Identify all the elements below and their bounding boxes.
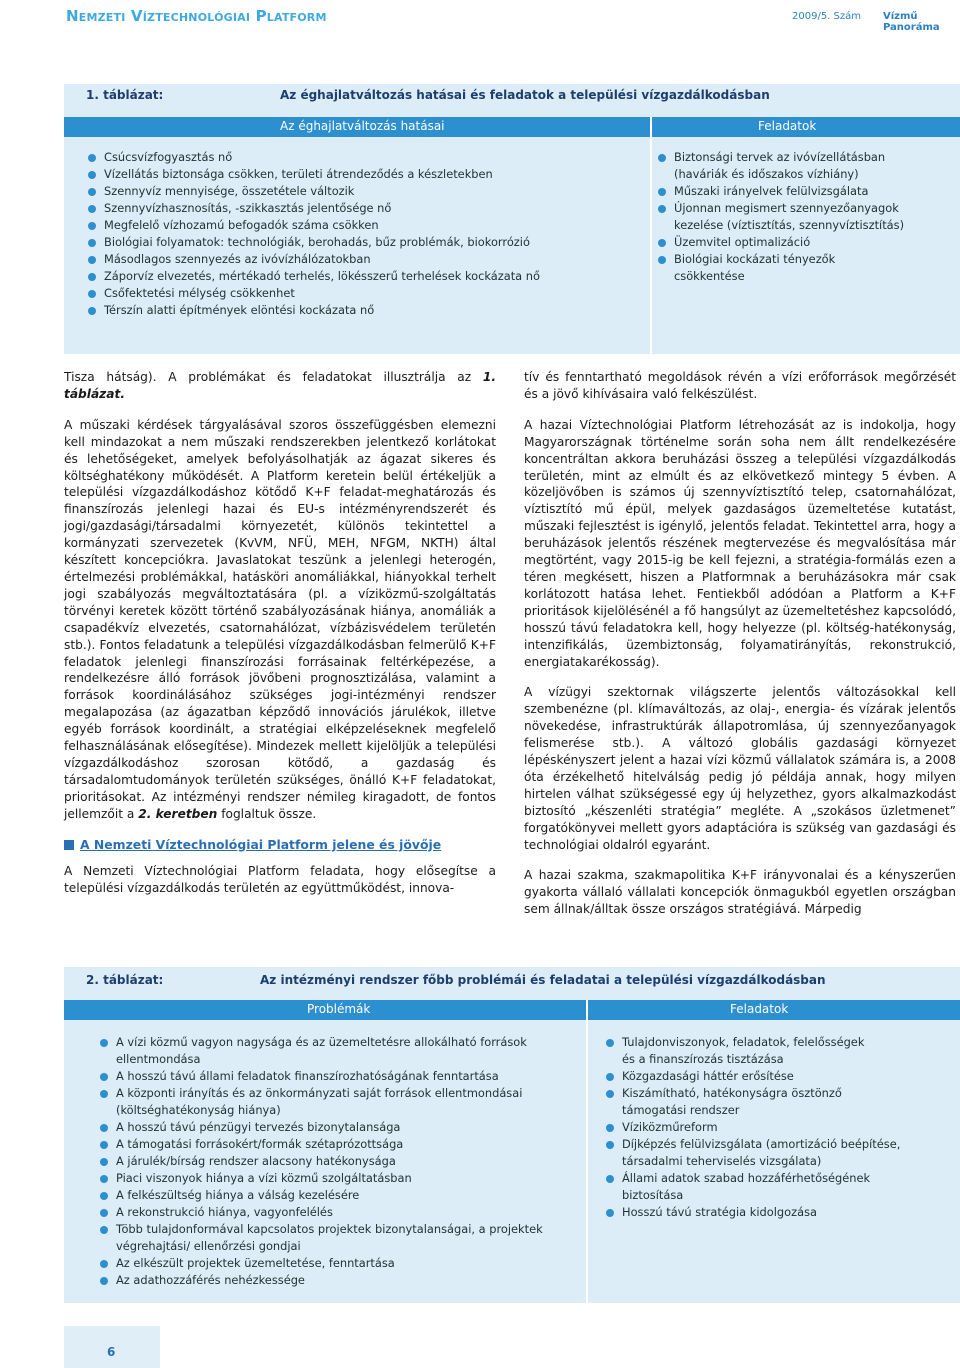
list-item: A központi irányítás és az önkormányzati saját források ellentmondásai xyxy=(100,1085,580,1102)
list-item: Záporvíz elvezetés, mértékadó terhelés, lökésszerű terhelések kockázata nő xyxy=(88,268,648,285)
list-item: A felkészültség hiánya a válság kezelésére xyxy=(100,1187,580,1204)
paragraph: A hazai szakma, szakmapolitika K+F irányvonalai és a kényszerűen gyakorta vállaló vállalati koncepciók önmagukból egyetlen országban sem állnak/álltak össze országos stratégiává. Márpedig xyxy=(524,868,956,917)
table-1-title: Az éghajlatváltozás hatásai és feladatok a települési vízgazdálkodásban xyxy=(280,88,770,102)
list-item: A támogatási forrásokért/formák szétaprózottsága xyxy=(100,1136,580,1153)
list-item: Kiszámítható, hatékonyságra ösztönző xyxy=(606,1085,936,1102)
table-1-col-effects: Az éghajlatváltozás hatásai xyxy=(280,119,445,133)
list-item: A rekonstrukció hiánya, vagyonfelélés xyxy=(100,1204,580,1221)
list-item: csökkentése xyxy=(674,269,745,283)
list-item: Állami adatok szabad hozzáférhetőségének xyxy=(606,1170,936,1187)
paragraph: A hazai Víztechnológiai Platform létrehozását az is indokolja, hogy Magyarországnak történelme során soha nem állt rendelkezésére koncentráltan akkora beruházási összeg a települési vízgazdálkodás területén, mint az elmúlt és az elkövetkező mintegy 5 évben. A közeljövőben is számos új szennyvíztisztító telep, csatornahálózat, víztisztító mű épül, melyek gazdaságos üzemeltetése kutatást, műszaki fejlesztést is igénylő, jelentős feladat. Tekintettel arra, hogy a beruházások jelentős részének megtervezése és megvalósítása már megtörtént, vagy 2015-ig be kell fejezni, a stratégia-formálás ezen a téren megkésett, hiszen a Platformnak a beruházásokra már csak korlátozott hatása lehet. Fentiekből adódóan a Platform a K+F prioritások kijelölésénél a fő hangsúlyt az üzemeltetéshez kapcsolódó, hosszú távú feladatokra kell, hogy helyezze (pl. költség-hatékonyság, intenzifikálás, üzembiztonság, folyamatirányítás, rekonstrukció, energiatakarékosság). xyxy=(524,417,956,669)
column-divider xyxy=(650,117,652,354)
list-item: Műszaki irányelvek felülvizsgálata xyxy=(658,183,958,200)
list-item: Több tulajdonformával kapcsolatos projektek bizonytalanságai, a projektek xyxy=(100,1221,580,1238)
list-item: végrehajtási/ ellenőrzési gondjai xyxy=(116,1239,301,1253)
article-column-left xyxy=(64,369,496,911)
list-item: A vízi közmű vagyon nagysága és az üzemeltetésre allokálható források xyxy=(100,1034,580,1051)
paragraph: A vízügyi szektornak világszerte jelentős változásokkal kell szembenézne (pl. klímaváltozás, az olaj-, energia- és vízárak jelentős növekedése, infrastruktúrák állapotromlása, új szennyezőanyagok felismerése stb.). A változó globális gazdasági környezet lépéskényszert jelent a hazai vízi közmű vállalatok számára is, a 2008 óta érzékelhető hitelválság pedig jó példája annak, hogy milyen hirtelen válhat szükségessé egy új helyzethez, gyors alkalmazkodást biztosító „készenléti stratégia” megléte. A „szokásos üzletmenet” forgatókönyvei mellett gyors adaptációra is szükség van gazdasági és technológiai oldalról egyaránt. xyxy=(524,685,956,852)
list-item: Tulajdonviszonyok, feladatok, felelősségek xyxy=(606,1034,936,1051)
brand-title: Nemzeti Víztechnológiai Platform xyxy=(66,7,327,25)
section-heading xyxy=(64,837,496,854)
list-item: Csőfektetési mélység csökkenhet xyxy=(88,285,648,302)
list-item: Szennyvíz mennyisége, összetétele változik xyxy=(88,183,648,200)
box-reference: 2. keretben xyxy=(138,806,218,821)
paragraph xyxy=(64,417,496,823)
issue-number: 2009/5. Szám xyxy=(792,11,862,22)
list-item: Csúcsvízfogyasztás nő xyxy=(88,149,648,166)
magazine-name: Vízmű Panoráma xyxy=(883,11,940,33)
tasks-list xyxy=(658,149,958,285)
tasks-list xyxy=(606,1034,936,1221)
list-item: és a finanszírozás tisztázása xyxy=(622,1052,784,1066)
table-reference: 1. táblázat. xyxy=(64,370,496,401)
paragraph xyxy=(64,369,496,403)
list-item: Megfelelő vízhozamú befogadók száma csökken xyxy=(88,217,648,234)
list-item: A hosszú távú pénzügyi tervezés bizonytalansága xyxy=(100,1119,580,1136)
list-item: társadalmi teherviselés vizsgálata) xyxy=(622,1154,822,1168)
list-item: kezelése (víztisztítás, szennyvíztisztítás) xyxy=(674,218,905,232)
list-item: támogatási rendszer xyxy=(622,1103,740,1117)
column-divider xyxy=(586,1000,588,1303)
list-item: Díjképzés felülvizsgálata (amortizáció beépítése, xyxy=(606,1136,936,1153)
list-item: Az elkészült projektek üzemeltetése, fenntartása xyxy=(100,1255,580,1272)
list-item: Szennyvízhasznosítás, -szikkasztás jelentősége nő xyxy=(88,200,648,217)
list-item: Biztonsági tervek az ivóvízellátásban xyxy=(658,149,958,166)
page-number: 6 xyxy=(107,1345,116,1359)
effects-list xyxy=(88,149,648,319)
section-heading-text: A Nemzeti Víztechnológiai Platform jelene és jövője xyxy=(80,836,442,852)
list-item: Térszín alatti építmények elöntési kockázata nő xyxy=(88,302,648,319)
list-item: Biológiai folyamatok: technológiák, berohadás, bűz problémák, biokorrózió xyxy=(88,234,648,251)
list-item: (haváriák és időszakos vízhiány) xyxy=(674,167,859,181)
list-item: ellentmondása xyxy=(116,1052,201,1066)
list-item: Piaci viszonyok hiánya a vízi közmű szolgáltatásban xyxy=(100,1170,580,1187)
paragraph-text: foglaltuk össze. xyxy=(217,806,317,821)
table-2-col-problems: Problémák xyxy=(307,1002,371,1016)
table-1 xyxy=(64,84,960,354)
square-bullet-icon xyxy=(64,840,74,850)
problems-list xyxy=(100,1034,580,1289)
list-item: Másodlagos szennyezés az ivóvízhálózatokban xyxy=(88,251,648,268)
article-column-right xyxy=(524,369,956,932)
list-item: biztosítása xyxy=(622,1188,684,1202)
table-2-col-tasks: Feladatok xyxy=(730,1002,789,1016)
list-item: Biológiai kockázati tényezők xyxy=(658,251,958,268)
table-2 xyxy=(64,967,960,1303)
table-2-title: Az intézményi rendszer főbb problémái és feladatai a települési vízgazdálkodásban xyxy=(260,973,826,987)
table-1-caption: 1. táblázat: xyxy=(86,88,164,102)
list-item: Közgazdasági háttér erősítése xyxy=(606,1068,936,1085)
table-1-header-row xyxy=(64,117,960,137)
list-item: Üzemvitel optimalizáció xyxy=(658,234,958,251)
list-item: Vízellátás biztonsága csökken, területi átrendeződés a készletekben xyxy=(88,166,648,183)
table-1-col-tasks: Feladatok xyxy=(758,119,817,133)
list-item: (költséghatékonyság hiánya) xyxy=(116,1103,281,1117)
list-item: Víziközműreform xyxy=(606,1119,936,1136)
paragraph-text: A műszaki kérdések tárgyalásával szoros összefüggésben elemezni kell mindazokat a nem műszaki rendszerekben jelentkező korlátokat és lehetőségeket, amelyek befolyásolhatják az ágazat sikeres és költséghatékony működését. A Platform keretein belül értékeljük a települési vízgazdálkodáshoz kötődő K+F feladat-meghatározás és finanszírozás jelenlegi hazai és EU-s intézményrendszerét és jogi/gazdasági/társadalmi környezetét, különös tekintettel a kormányzati szervezetek (KvVM, NFÜ, MEH, NFGM, NKTH) által készített koncepciókra. Javaslatokat teszünk a jelenlegi heterogén, értelmezési problémákkal, hatásköri anomáliákkal, hiányokkal terhelt jogi szabályozás megváltoztatására (pl. a víziközmű-szolgáltatás törvényi keretek között történő szabályozásának hiánya, anomáliák a csapadékvíz elvezetés, csatornahálózat, vízbázisvédelem területén stb.). Fontos feladatunk a települési vízgazdálkodásban felmerülő K+F feladatok jelenlegi finanszírozási forrásainak feltérképezése, a rendelkezésre álló források jövőbeni prognosztizálása, valamint a források koordinálásához szükséges jogi-intézményi rendszer megalapozása (az ágazatban képződő innovációs járulékok, illetve egyéb források koordinált, a stratégiai elképzeléseknek megfelelő felhasználásának elősegítése). Mindezek mellett kijelöljük a települési vízgazdálkodáshoz szorosan kötődő, a gazdaság és társadalomtudományok területén szükséges, önálló K+F feladatokat, prioritásokat. Az intézményi rendszer némileg kiragadott, de fontos jellemzőit a xyxy=(64,417,496,821)
list-item: Hosszú távú stratégia kidolgozása xyxy=(606,1204,936,1221)
list-item: A járulék/bírság rendszer alacsony hatékonysága xyxy=(100,1153,580,1170)
paragraph-text: Tisza hátság). A problémákat és feladatokat illusztrálja az xyxy=(64,370,483,384)
paragraph: tív és fenntartható megoldások révén a vízi erőforrások megőrzését és a jövő kihívásaira való felkészülést. xyxy=(524,370,956,401)
list-item: Újonnan megismert szennyezőanyagok xyxy=(658,200,958,217)
table-2-caption: 2. táblázat: xyxy=(86,973,164,987)
page-header xyxy=(0,0,960,34)
list-item: Az adathozzáférés nehézkessége xyxy=(100,1272,580,1289)
paragraph: A Nemzeti Víztechnológiai Platform feladata, hogy elősegítse a települési vízgazdálkodás területén az együttműködést, innova- xyxy=(64,864,496,896)
list-item: A hosszú távú állami feladatok finanszírozhatóságának fenntartása xyxy=(100,1068,580,1085)
table-2-header-row xyxy=(64,1000,960,1020)
